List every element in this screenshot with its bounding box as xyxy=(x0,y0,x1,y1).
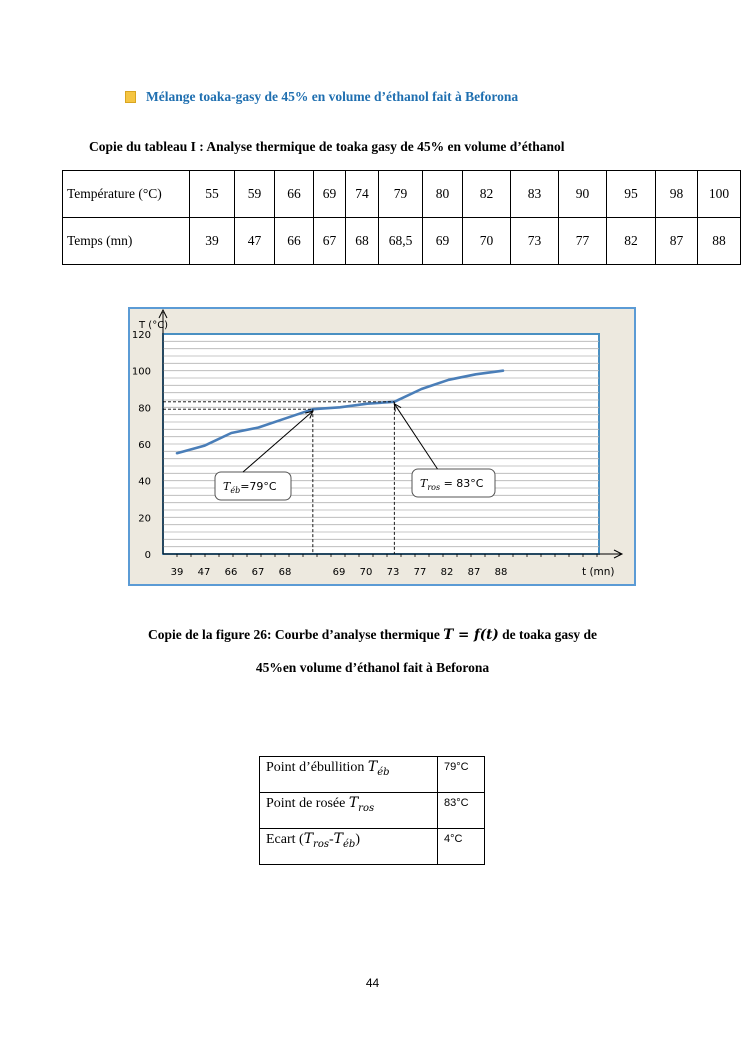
table-caption: Copie du tableau I : Analyse thermique de toaka gasy de 45% en volume d’éthanol xyxy=(89,139,565,154)
y-tick-label: 60 xyxy=(138,440,151,451)
summary-value: 79°C xyxy=(438,757,485,793)
x-tick-label: 67 xyxy=(251,567,265,578)
chart-frame xyxy=(128,307,636,586)
x-tick-label: 82 xyxy=(440,567,454,578)
section-heading-text: Mélange toaka-gasy de 45% en volume d’éthanol fait à Beforona xyxy=(146,89,519,104)
table-cell: 39 xyxy=(190,218,235,265)
table-cell: 90 xyxy=(559,171,607,218)
y-tick-label: 20 xyxy=(138,513,151,525)
table-cell: 67 xyxy=(314,218,346,265)
summary-label: Point de rosée $T_{ros}$ xyxy=(260,793,438,829)
x-tick-label: 68 xyxy=(278,567,292,578)
annotation-tros-label: $T_{ros} = 83^\circ C$ xyxy=(420,477,484,492)
y-tick-label: 120 xyxy=(131,330,151,341)
x-tick-label: 77 xyxy=(413,567,427,578)
table-cell: 82 xyxy=(607,218,656,265)
table-cell: 74 xyxy=(346,171,379,218)
x-tick-label: 87 xyxy=(467,567,481,578)
x-tick-label: 88 xyxy=(494,567,508,578)
summary-value: 4°C xyxy=(438,829,485,865)
table-cell: 82 xyxy=(463,171,511,218)
figure-caption-prefix: Copie de la figure 26: Courbe d’analyse thermique xyxy=(147,627,444,642)
x-tick-label: 39 xyxy=(170,567,184,578)
table-cell: 77 xyxy=(559,218,607,265)
x-axis-label: t (mn) xyxy=(582,566,615,578)
data-table xyxy=(62,170,741,265)
table-cell: 83 xyxy=(511,171,559,218)
x-tick-label: 70 xyxy=(359,567,373,578)
table-cell: 66 xyxy=(275,171,314,218)
table-row xyxy=(63,218,741,265)
table-cell: 80 xyxy=(423,171,463,218)
y-tick-label: 100 xyxy=(131,366,151,378)
section-heading xyxy=(125,89,518,105)
figure-caption-line1 xyxy=(0,627,745,643)
summary-table xyxy=(259,756,485,865)
table-cell: 79 xyxy=(379,171,423,218)
table-cell: 73 xyxy=(511,218,559,265)
x-tick-label: 66 xyxy=(224,567,238,578)
summary-label: Ecart $(T_{ros}-T_{éb})$ xyxy=(260,829,438,865)
x-tick-label: 47 xyxy=(197,567,211,578)
table-cell: 98 xyxy=(656,171,698,218)
y-tick-label: 0 xyxy=(144,550,151,561)
summary-row xyxy=(260,829,485,865)
bullet-icon xyxy=(125,91,136,103)
table-cell: 66 xyxy=(275,218,314,265)
line-chart xyxy=(130,309,638,588)
y-tick-label: 80 xyxy=(138,403,151,415)
table-cell: 100 xyxy=(698,171,741,218)
table-cell: 70 xyxy=(463,218,511,265)
table-cell: 95 xyxy=(607,171,656,218)
table-cell: 68,5 xyxy=(379,218,423,265)
annotation-teb-label: $T_{éb}=79^\circ C$ xyxy=(223,480,277,495)
y-tick-label: 40 xyxy=(138,476,151,488)
x-tick-label: 69 xyxy=(332,567,346,578)
figure-caption-formula: T = f(t) xyxy=(443,627,499,643)
summary-row xyxy=(260,793,485,829)
figure-caption-line2: 45%en volume d’éthanol fait à Beforona xyxy=(255,660,490,675)
table-cell: 69 xyxy=(314,171,346,218)
summary-value: 83°C xyxy=(438,793,485,829)
summary-label: Point d’ébullition $T_{éb}$ xyxy=(260,757,438,793)
figure-caption-suffix: de toaka gasy de xyxy=(498,627,598,642)
table-cell: 87 xyxy=(656,218,698,265)
page-number: 44 xyxy=(365,976,380,990)
row-header: Température (°C) xyxy=(63,171,190,218)
table-row xyxy=(63,171,741,218)
table-cell: 69 xyxy=(423,218,463,265)
table-cell: 68 xyxy=(346,218,379,265)
table-cell: 47 xyxy=(235,218,275,265)
table-cell: 55 xyxy=(190,171,235,218)
table-cell: 59 xyxy=(235,171,275,218)
summary-row xyxy=(260,757,485,793)
x-tick-label: 73 xyxy=(386,567,400,578)
y-axis-label: T (°C) xyxy=(139,320,169,331)
row-header: Temps (mn) xyxy=(63,218,190,265)
table-cell: 88 xyxy=(698,218,741,265)
